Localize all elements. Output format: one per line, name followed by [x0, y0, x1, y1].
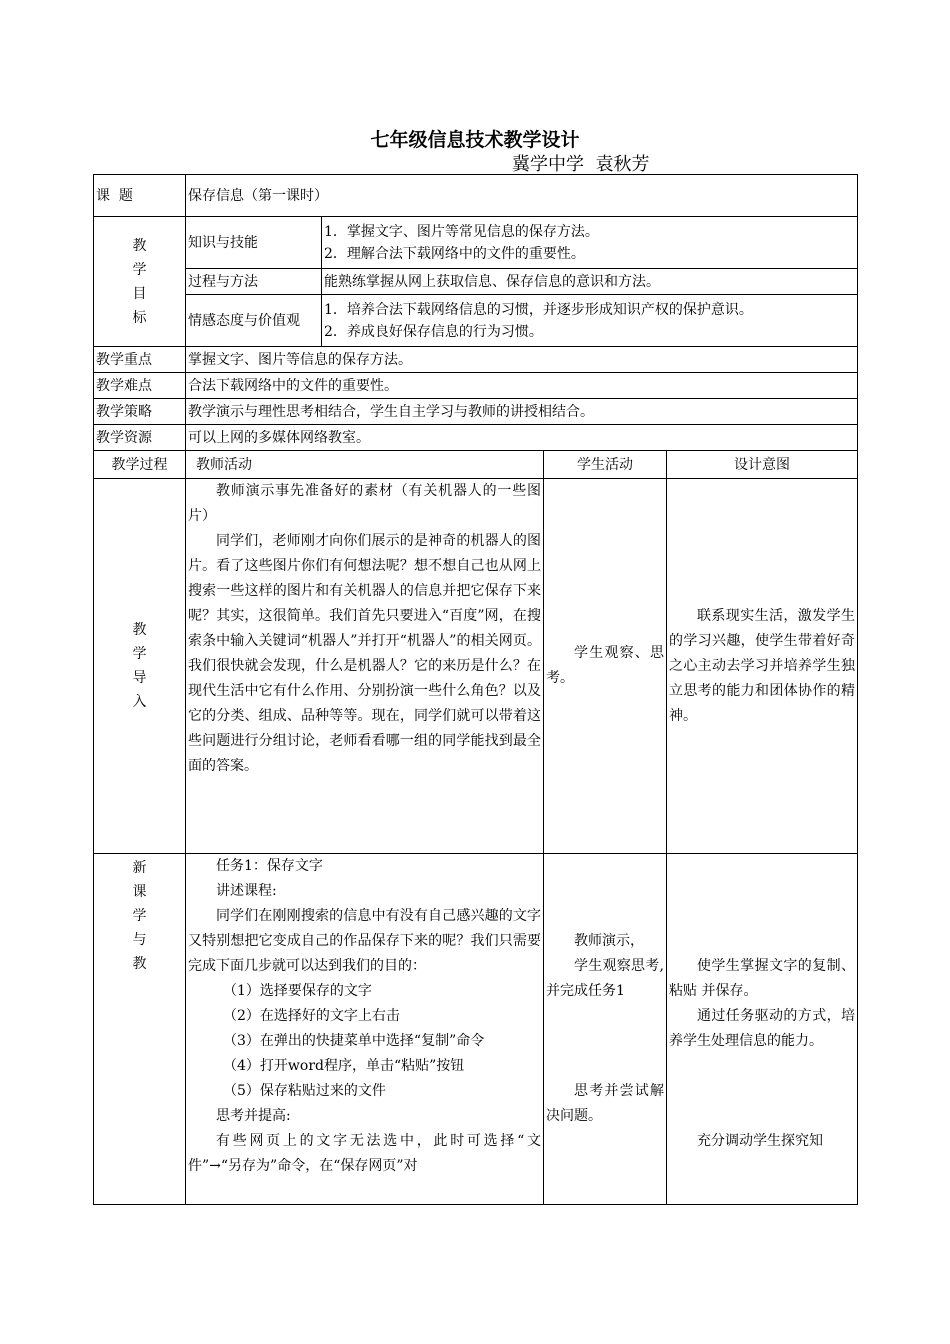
topic-label: 课 题: [94, 175, 186, 217]
knowledge-items: 1．掌握文字、图片等常见信息的保存方法。 2．理解合法下载网络中的文件的重要性。: [322, 217, 858, 269]
key-label: 教学重点: [94, 347, 186, 373]
header-student: 学生活动: [544, 451, 667, 479]
topic-value: 保存信息（第一课时）: [186, 175, 858, 217]
strategy-label: 教学策略: [94, 399, 186, 425]
resource-label: 教学资源: [94, 425, 186, 451]
newlesson-design-intent: 使学生掌握文字的复制、粘贴 并保存。 通过任务驱动的方式，培养学生处理信息的能力。 充分调动学生探究知: [667, 854, 858, 1205]
document-subtitle: 冀学中学 袁秋芳: [512, 154, 650, 175]
newlesson-label: 新 课 学 与 教: [94, 854, 186, 1205]
knowledge-label: 知识与技能: [186, 217, 322, 269]
newlesson-student-activity: 教师演示， 学生观察思考,并完成任务1 思考并尝试解决问题。: [544, 854, 667, 1205]
goals-label: 教 学 目 标: [94, 217, 186, 347]
intro-student-activity: 学生观察、思考。: [544, 479, 667, 854]
process-label: 过程与方法: [186, 269, 322, 295]
process-value: 能熟练掌握从网上获取信息、保存信息的意识和方法。: [322, 269, 858, 295]
intro-teacher-activity: 教师演示事先准备好的素材（有关机器人的一些图片） 同学们，老师刚才向你们展示的是神奇的机器人的图片。看了这些图片你们有何想法呢？想不想自己也从网上搜索一些这样的图片和有关机器人的信息并把它保存下来呢？其实，这很简单。我们首先只要进入“百度”网，在搜索条中输入关键词“机器人”并打开“机器人”的相关网页。我们很快就会发现，什么是机器人？它的来历是什么？在现代生活中它有什么作用、分别扮演一些什么角色？以及它的分类、组成、品种等等。现在，同学们就可以带着这些问题进行分组讨论，老师看看哪一组的同学能找到最全面的答案。: [186, 479, 544, 854]
attitude-items: 1．培养合法下载网络信息的习惯，并逐步形成知识产权的保护意识。 2．养成良好保存信息的行为习惯。: [322, 295, 858, 347]
header-teacher: 教师活动: [186, 451, 544, 479]
header-intent: 设计意图: [667, 451, 858, 479]
newlesson-teacher-activity: 任务1：保存文字 讲述课程: 同学们在刚刚搜索的信息中有没有自己感兴趣的文字又特别想把它变成自己的作品保存下来的呢？我们只需要完成下面几步就可以达到我们的目的： （1）选择要保存的文字 （2）在选择好的文字上右击 （3）在弹出的快捷菜单中选择“复制”命令 （4）打开word程序，单击“粘贴”按钮 （5）保存粘贴过来的文件 思考并提高: 有些网页上的文字无法选中，此时可选择“文件”→“另存为”命令，在“保存网页”对: [186, 854, 544, 1205]
document-title: 七年级信息技术教学设计: [370, 129, 580, 151]
intro-design-intent: 联系现实生活，激发学生的学习兴趣，使学生带着好奇之心主动去学习并培养学生独立思考的能力和团体协作的精神。: [667, 479, 858, 854]
intro-label: 教 学 导 入: [94, 479, 186, 854]
difficulty-value: 合法下载网络中的文件的重要性。: [186, 373, 858, 399]
header-process: 教学过程: [94, 451, 186, 479]
resource-value: 可以上网的多媒体网络教室。: [186, 425, 858, 451]
strategy-value: 教学演示与理性思考相结合，学生自主学习与教师的讲授相结合。: [186, 399, 858, 425]
lesson-plan-table: [93, 174, 858, 1205]
difficulty-label: 教学难点: [94, 373, 186, 399]
key-value: 掌握文字、图片等信息的保存方法。: [186, 347, 858, 373]
attitude-label: 情感态度与价值观: [186, 295, 322, 347]
